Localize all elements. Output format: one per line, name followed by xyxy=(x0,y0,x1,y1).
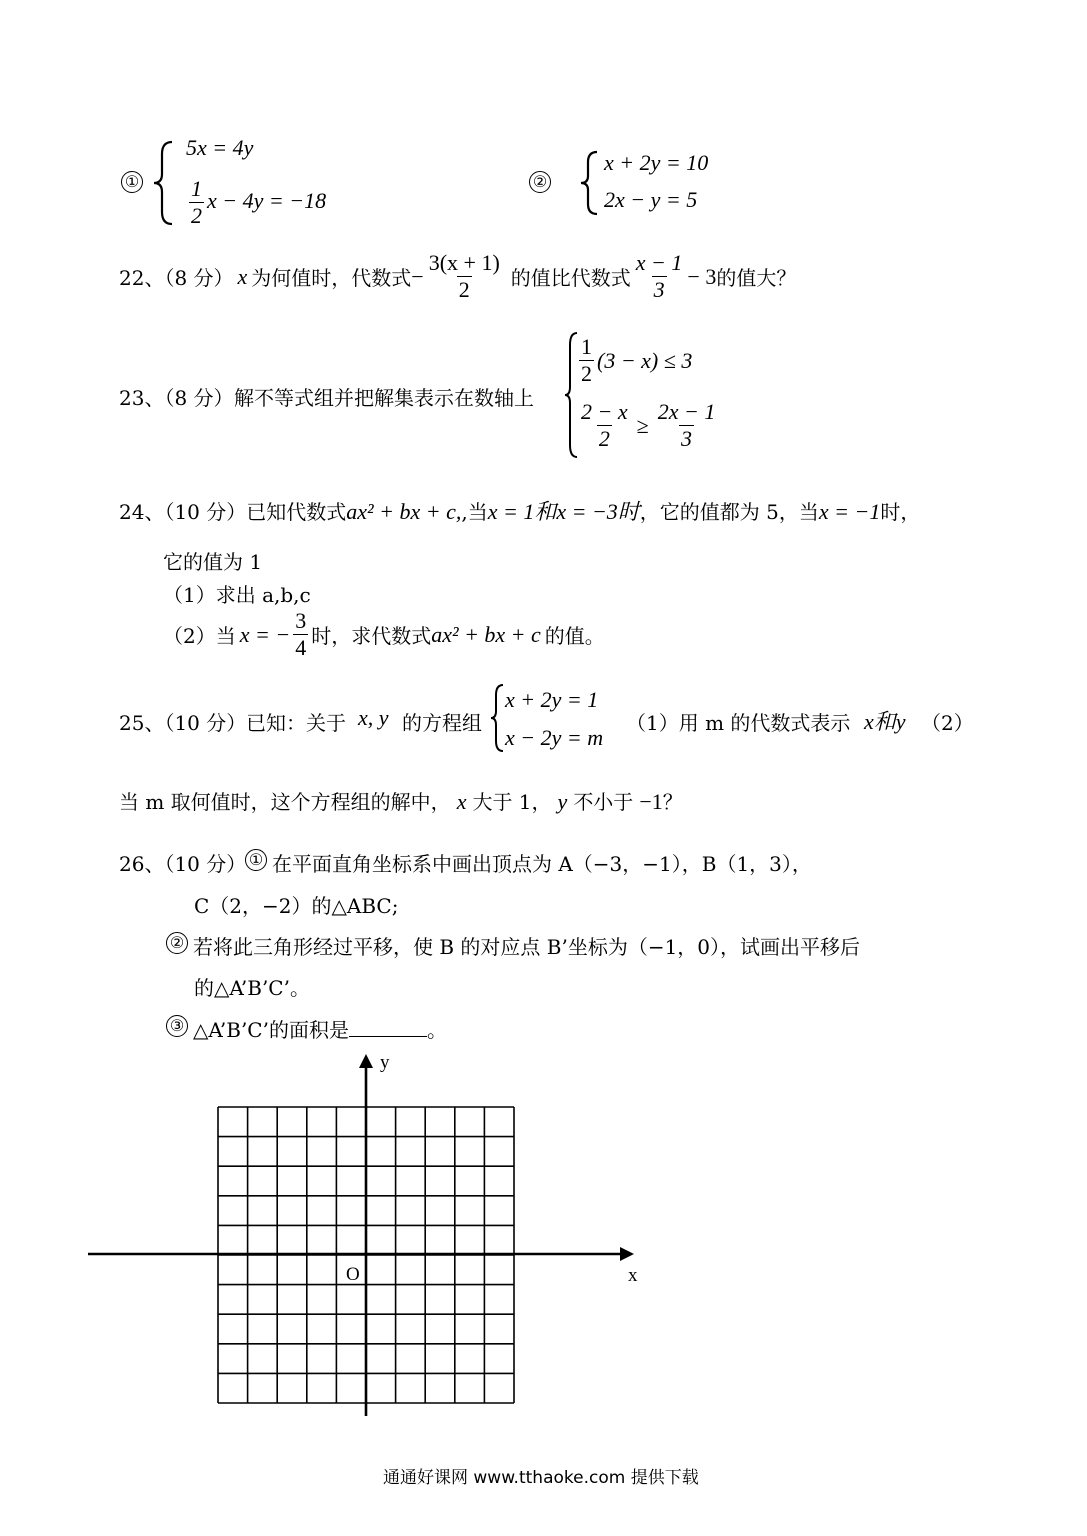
x-axis-arrow xyxy=(620,1247,634,1261)
q23-ineq1: $\frac{1}{2}$ (3 − x) ≤ 3 xyxy=(581,334,693,387)
marker-1: ① xyxy=(121,171,143,193)
q26-number: 26、（10 分） xyxy=(119,852,247,876)
q26-line5: △A’B’C’的面积是 。 xyxy=(193,1018,447,1042)
q26-marker-2: ② xyxy=(166,932,188,954)
sys2-eq1: x + 2y = 10 xyxy=(604,150,709,175)
q25-vars: x, y xyxy=(358,705,389,730)
q24-line2: 它的值为 1 xyxy=(163,550,263,574)
q26-line1: 在平面直角坐标系中画出顶点为 A（−3，−1），B（1，3）， xyxy=(272,852,812,876)
sys1-eq1: 5x = 4y xyxy=(186,135,254,160)
y-axis-label: y xyxy=(380,1052,390,1073)
q26-marker-3: ③ xyxy=(166,1015,188,1037)
q25-text4: （2） xyxy=(921,711,974,735)
x-axis-label: x xyxy=(628,1265,638,1286)
q25-eq1: x + 2y = 1 xyxy=(505,687,599,712)
question-24: 24、（10 分） 已知代数式 ax² + bx + c, ,当 x = 1和x = −3时 ，它的值都为 5，当 x = −1 时， xyxy=(119,499,921,524)
question-23-text: 解不等式组并把解集表示在数轴上 xyxy=(234,386,534,410)
q25-text2: 的方程组 xyxy=(402,711,482,735)
question-23-number: 23、（8 分） xyxy=(119,386,234,410)
footer-text: 通通好课网 www.tthaoke.com 提供下载 xyxy=(383,1468,699,1488)
question-22: 22、（8 分） x 为何值时，代数式 − $\frac{3(x + 1)}{2}$ 的值比代数式 $\frac{x - 1}{3}$ − 3 的值大？ xyxy=(119,250,797,303)
q25-line2: 当 m 取何值时，这个方程组的解中， x 大于 1， y 不小于 −1 ？ xyxy=(119,789,683,814)
q26-line4: 的△A’B’C’。 xyxy=(194,976,310,1000)
q25-text1: 已知：关于 xyxy=(246,711,346,735)
q24-part2: （2）当 x = − $\frac{3}{4}$ 时，求代数式 ax² + bx + c 的值。 xyxy=(163,608,605,661)
origin-label: O xyxy=(346,1264,360,1285)
sys1-eq2: $\frac{1}{2}$ x − 4y = −18 xyxy=(191,176,327,229)
q26-line2: C（2，−2）的△ABC; xyxy=(194,894,399,918)
q25-vars2: x和y xyxy=(864,709,906,734)
q23-ineq2: $\frac{2 - x}{2}$ ≥ $\frac{2x - 1}{3}$ xyxy=(581,399,716,452)
q24-part1: （1）求出 a,b,c xyxy=(163,583,311,607)
marker-2: ② xyxy=(529,171,551,193)
q25-number: 25、（10 分） xyxy=(119,711,247,735)
sys2-eq2: 2x − y = 5 xyxy=(604,187,698,212)
q26-line3: 若将此三角形经过平移，使 B 的对应点 B’坐标为（−1，0），试画出平移后 xyxy=(193,935,861,959)
q25-eq2: x − 2y = m xyxy=(505,725,604,750)
q25-text3: （1）用 m 的代数式表示 xyxy=(626,711,851,735)
y-axis-arrow xyxy=(359,1054,373,1068)
q26-marker-1: ① xyxy=(245,849,267,871)
